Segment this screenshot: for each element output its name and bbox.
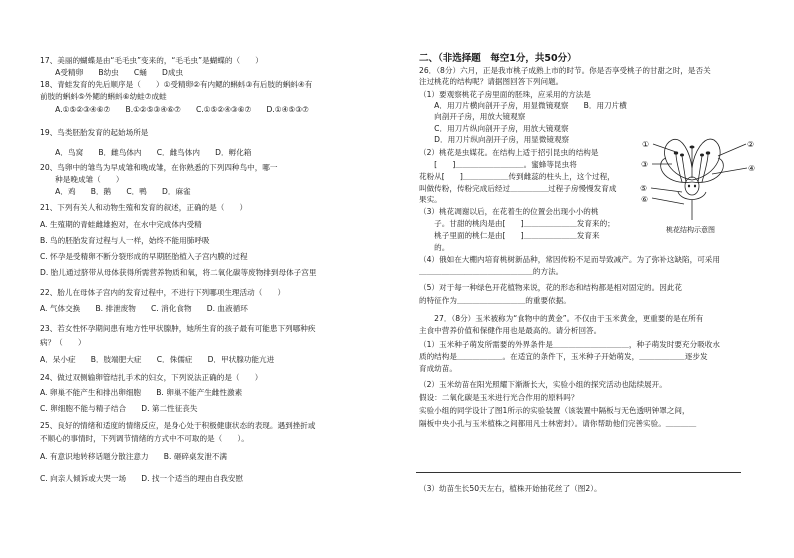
left-line: C. 卵细胞不能与精子结合 D. 第二性征丧失 bbox=[40, 404, 198, 413]
left-line: A受精卵 B幼虫 C蛹 D成虫 bbox=[40, 68, 184, 77]
left-line: 病？（ ） bbox=[40, 338, 86, 347]
right-line: 26．（8分）六月，正是我市桃子成熟上市的时节。你是否享受桃子的甘甜之时，是否关 bbox=[419, 66, 711, 75]
figure-label-6: ⑥ bbox=[641, 195, 649, 204]
left-line: 22、胎儿在母体子宫内的发育过程中，不进行下列哪项生理活动（ ） bbox=[40, 288, 286, 297]
left-line: 前肢的蝌蚪⑤外鳃的蝌蚪⑥幼蛙⑦成蛙 bbox=[40, 92, 167, 101]
left-line: 20、鸟卵中的雏鸟为早成雏和晚成雏，在你熟悉的下列四种鸟中，哪一 bbox=[40, 163, 278, 172]
left-line: C. 向亲人倾诉或大哭一场 D. 找一个适当的理由自我安慰 bbox=[40, 474, 244, 483]
figure-label-1: ① bbox=[642, 140, 650, 149]
left-line: D. 胎儿通过脐带从母体获得所需营养物质和氧，将二氧化碳等废物排到母体子宫里 bbox=[40, 268, 317, 277]
right-line: 假设：二氧化碳是玉米进行光合作用的原料吗？ bbox=[419, 393, 579, 402]
right-line: 向剖开子房，用放大镜观察 bbox=[419, 112, 526, 121]
figure-label-4: ④ bbox=[748, 164, 756, 173]
right-line: （3）桃花凋谢以后，在花着生的位置会出现小小的桃 bbox=[419, 207, 599, 216]
left-line: A．呆小症 B．肢端肥大症 C．侏儒症 D．甲状腺功能亢进 bbox=[40, 355, 275, 364]
right-line: （1）玉米种子萌发所需要的外界条件是＿＿＿＿＿＿＿＿＿＿，种子萌发时要充分吸收水 bbox=[419, 340, 720, 349]
right-line: 叫做传粉，传粉完成后经过＿＿＿＿＿过程子房慢慢发育成 bbox=[419, 184, 617, 193]
right-line: 27．（8分）玉米被称为“食物中的黄金”。不仅由于玉米黄金，更重要的是在所有 bbox=[419, 314, 704, 323]
right-line: [ ]＿＿＿＿＿＿＿＿＿。蜜蜂等昆虫将 bbox=[419, 160, 577, 169]
figure-caption: 桃花结构示意图 bbox=[666, 226, 715, 234]
right-line: 注过桃花的结构呢？请据图回答下列问题。 bbox=[419, 77, 564, 86]
figure-label-2: ② bbox=[747, 140, 755, 149]
left-line: 种是晚成雏（ ） bbox=[40, 175, 124, 184]
right-line: 果实。 bbox=[419, 195, 442, 204]
right-line: 花粉从[ ]＿＿＿＿＿＿传到雌蕊的柱头上，这个过程， bbox=[419, 172, 615, 181]
right-line: ＿＿＿＿＿＿＿＿＿＿＿＿＿＿＿的方法。 bbox=[419, 267, 564, 276]
right-line: （2）桃花是虫媒花。在结构上适于招引昆虫的结构是 bbox=[419, 148, 599, 157]
right-line: 子。甘甜的桃肉是由[ ]＿＿＿＿＿＿＿发育来的； bbox=[419, 219, 615, 228]
left-line: 24、做过双侧输卵管结扎手术的妇女，下列说法正确的是（ ） bbox=[40, 373, 263, 382]
left-line: 25、良好的情绪和适度的情绪反应，是身心处于积极健康状态的表现。遇到挫折或 bbox=[40, 421, 316, 430]
figure-label-3: ③ bbox=[641, 160, 649, 169]
right-line: 主食中营养价值和保健作用也是最高的。请分析回答。 bbox=[419, 326, 602, 335]
right-line: 的。 bbox=[419, 243, 450, 252]
right-line: D．用刀片纵向剖开子房，用显微镜观察 bbox=[419, 135, 570, 144]
left-line: 17、美丽的蝴蝶是由“毛毛虫”变来的，“毛毛虫”是蝴蝶的（ ） bbox=[40, 56, 263, 65]
left-line: C. 怀孕是受精卵不断分裂形成的早期胚胎植入子宫内膜的过程 bbox=[40, 252, 248, 261]
figure-label-5: ⑤ bbox=[640, 184, 648, 193]
right-line: （5）对于每一种绿色开花植物来说，花的形态和结构都是相对固定的。因此花 bbox=[419, 283, 683, 292]
left-line: A. 气体交换 B. 排泄废物 C. 消化食物 D. 血液循环 bbox=[40, 304, 248, 313]
left-line: A. 有意识地转移话题分散注意力 B. 砸碎桌发泄不满 bbox=[40, 452, 227, 461]
left-line: A．鸟窝 B．雌鸟体内 C．雌鸟体内 D．孵化箱 bbox=[40, 148, 252, 157]
left-line: 21、下列有关人和动物生殖和发育的叙述，正确的是（ ） bbox=[40, 203, 248, 212]
answer-rule bbox=[416, 472, 741, 473]
right-line: （3）幼苗生长50天左右，植株开始抽花丝了（图2）。 bbox=[419, 484, 602, 493]
right-line: 隔板中央小孔与玉米植株之间都用凡士林密封）。请你帮助他们完善实验。＿＿＿＿ bbox=[419, 419, 697, 428]
left-line: A.①⑤②③④⑥⑦ B.①②⑤③④⑥⑦ C.①⑤②④③⑥⑦ D.①④⑤③⑦ bbox=[40, 105, 309, 114]
left-line: 23、若女性怀孕期间患有地方性甲状腺肿，她所生育的孩子最有可能患下列哪种疾 bbox=[40, 324, 316, 333]
right-line: （4）俄如在大棚内培育桃树新品种，常因传粉不足而导致减产。为了弥补这缺陷，可采用 bbox=[419, 255, 720, 264]
left-line: A. 生殖期的青蛙雌雄抱对，在水中完成体内受精 bbox=[40, 220, 202, 229]
right-line: 育成幼苗。 bbox=[419, 364, 457, 373]
right-line: 实验小组的同学设计了图1所示的实验装置（该装置中隔板与无色透明钟罩之间， bbox=[419, 406, 690, 415]
left-line: A．鸡 B．鹅 C．鸭 D．麻雀 bbox=[40, 187, 191, 196]
right-line: 质的结构是＿＿＿＿＿＿。在适宜的条件下，玉米种子开始萌发，＿＿＿＿＿＿逐步发 bbox=[419, 352, 708, 361]
right-line: （2）玉米幼苗在阳光照耀下渐渐长大，实验小组的探究活动也陆续展开。 bbox=[419, 380, 667, 389]
right-line: C．用刀片纵向剖开子房，用放大镜观察 bbox=[419, 124, 569, 133]
right-line: （1）要观察桃花子房里面的胚珠，应采用的方法是 bbox=[419, 90, 591, 99]
section-title: 二、（非选择题 每空1分，共50分） bbox=[419, 53, 577, 64]
left-line: 18、青蛙发育的先后顺序是（ ）①受精卵②有内鳃的蝌蚪③有后肢的蝌蚪④有 bbox=[40, 80, 313, 89]
right-line: A．用刀片横向剖开子房，用显微镜观察 B．用刀片横 bbox=[419, 101, 627, 110]
right-line: 桃子里面的桃仁是由[ ]＿＿＿＿＿＿＿发育来 bbox=[419, 231, 600, 240]
left-line: A. 卵巢不能产生和排出卵细胞 B. 卵巢不能产生雌性激素 bbox=[40, 388, 243, 397]
left-line: B. 鸟的胚胎发育过程与人一样，始终不能用肺呼吸 bbox=[40, 236, 210, 245]
left-line: 19、鸟类胚胎发育的起始场所是 bbox=[40, 128, 149, 137]
right-line: 的特征作为＿＿＿＿＿＿＿＿＿的重要依据。 bbox=[419, 296, 571, 305]
peach-flower-figure bbox=[622, 128, 764, 234]
left-line: 不顺心的事情时，下列调节情绪的方式中不可取的是（ ）。 bbox=[40, 434, 249, 443]
